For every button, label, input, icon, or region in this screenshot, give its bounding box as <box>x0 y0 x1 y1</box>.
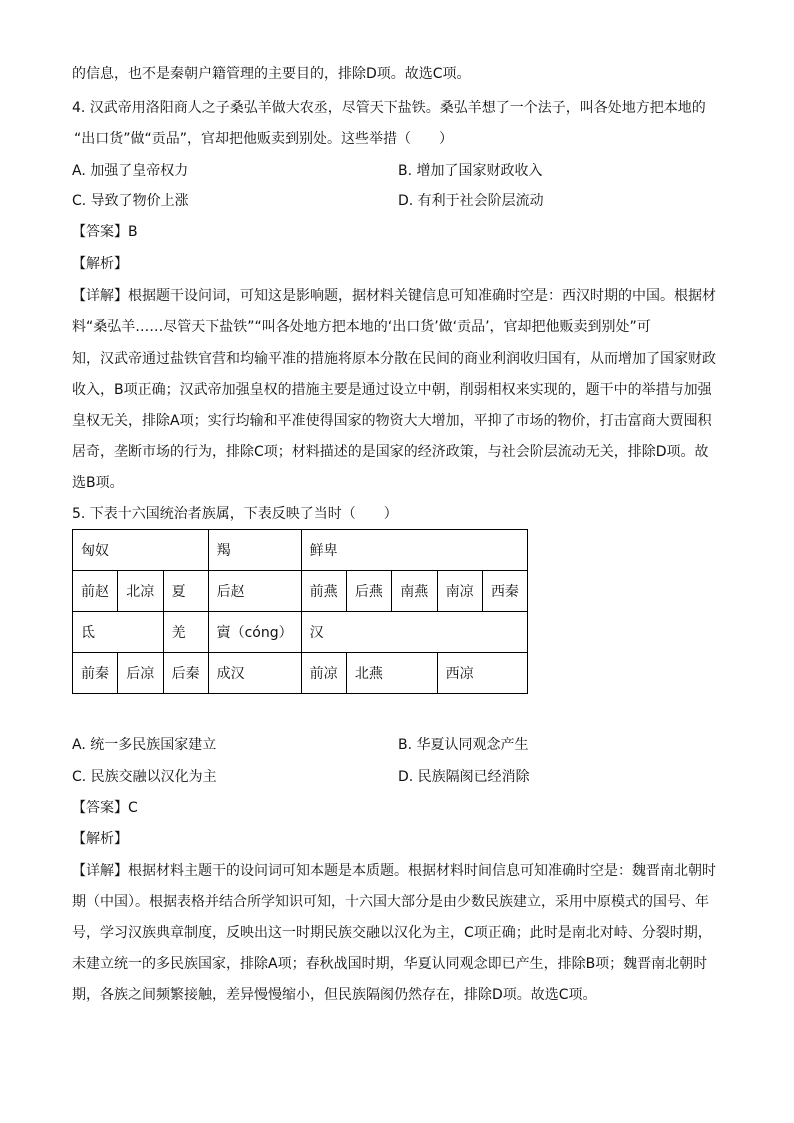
q5-analysis-tag: 【解析】 <box>72 831 128 847</box>
q5-detail-line: 期，各族之间频繁接触，差异慢慢缩小，但民族隔阂仍然存在，排除D项。故选C项。 <box>72 987 597 1003</box>
table-cell: 南凉 <box>437 571 482 612</box>
table-cell: 后凉 <box>118 653 163 694</box>
q5-detail-line: 期（中国）。根据表格并结合所学知识可知，十六国大部分是由少数民族建立，采用中原模式的国号、年 <box>72 894 709 910</box>
table-cell: 匈奴 <box>73 530 209 571</box>
table-row <box>73 530 528 571</box>
table-row <box>73 571 528 612</box>
q4-option-b: B. 增加了国家财政收入 <box>398 163 543 179</box>
table-cell: 后秦 <box>163 653 208 694</box>
table-cell: 西秦 <box>482 571 527 612</box>
q4-answer: 【答案】B <box>72 224 138 240</box>
table-cell: 后燕 <box>346 571 391 612</box>
table-cell: 汉 <box>301 612 527 653</box>
q4-option-d: D. 有利于社会阶层流动 <box>398 193 544 209</box>
table-cell: 前凉 <box>301 653 346 694</box>
table-cell: 南燕 <box>392 571 437 612</box>
q5-option-c: C. 民族交融以汉化为主 <box>72 769 217 785</box>
q4-stem-line2: “出口货”做“贡品”，官却把他贩卖到别处。这些举措（ ） <box>74 131 454 147</box>
q5-answer: 【答案】C <box>72 800 138 816</box>
table-cell: 前燕 <box>301 571 346 612</box>
q4-analysis-tag: 【解析】 <box>72 256 128 272</box>
prev-analysis-line: 的信息，也不是秦朝户籍管理的主要目的，排除D项。故选C项。 <box>72 66 471 82</box>
table-cell: 成汉 <box>208 653 301 694</box>
q5-stem: 5. 下表十六国统治者族属，下表反映了当时（ ） <box>72 506 398 522</box>
table-cell: 前赵 <box>73 571 118 612</box>
q4-detail-line: 选B项。 <box>72 475 124 491</box>
q4-stem-line1: 4. 汉武帝用洛阳商人之子桑弘羊做大农丞，尽管天下盐铁。桑弘羊想了一个法子，叫各处地方把本地的 <box>72 100 706 116</box>
q5-detail-line: 未建立统一的多民族国家，排除A项；春秋战国时期，华夏认同观念即已产生，排除B项；魏晋南北朝时 <box>72 956 708 972</box>
table-cell: 賨（cóng） <box>208 612 301 653</box>
q4-detail-line: 知，汉武帝通过盐铁官营和均输平准的措施将原本分散在民间的商业利润收归国有，从而增加了国家财政 <box>72 351 716 367</box>
table-cell: 北凉 <box>118 571 163 612</box>
q4-detail-line: 【详解】根据题干设问词，可知这是影响题，据材料关键信息可知准确时空是：西汉时期的中国。根据材 <box>72 288 716 304</box>
table-cell: 羯 <box>208 530 301 571</box>
table-row <box>73 612 528 653</box>
table-cell: 羌 <box>163 612 208 653</box>
q4-option-a: A. 加强了皇帝权力 <box>72 163 189 179</box>
table-cell: 氐 <box>73 612 164 653</box>
table-cell: 西凉 <box>437 653 527 694</box>
q5-option-d: D. 民族隔阂已经消除 <box>398 769 530 785</box>
table-cell: 前秦 <box>73 653 118 694</box>
q4-detail-line: 皇权无关，排除A项；实行均输和平准使得国家的物资大大增加，平抑了市场的物价，打击富商大贾囤积 <box>72 413 712 429</box>
table-row <box>73 653 528 694</box>
tribes-table <box>72 529 528 694</box>
q5-option-a: A. 统一多民族国家建立 <box>72 737 217 753</box>
table-cell: 北燕 <box>346 653 437 694</box>
q4-detail-line: 居奇，垄断市场的行为，排除C项；材料描述的是国家的经济政策，与社会阶层流动无关，排除D项。故 <box>72 444 709 460</box>
table-cell: 后赵 <box>208 571 301 612</box>
q5-option-b: B. 华夏认同观念产生 <box>398 737 529 753</box>
q4-detail-line: 料“桑弘羊……尽管天下盐铁”“叫各处地方把本地的‘出口货’做‘贡品’，官却把他贩卖到别处”可 <box>72 319 651 335</box>
table-cell: 夏 <box>163 571 208 612</box>
q5-detail-line: 【详解】根据材料主题干的设问词可知本题是本质题。根据材料时间信息可知准确时空是：魏晋南北朝时 <box>72 863 716 879</box>
q5-detail-line: 号，学习汉族典章制度，反映出这一时期民族交融以汉化为主，C项正确；此时是南北对峙、分裂时期， <box>72 925 712 941</box>
table-cell: 鲜卑 <box>301 530 527 571</box>
q4-detail-line: 收入，B项正确；汉武帝加强皇权的措施主要是通过设立中朝，削弱相权来实现的，题干中的举措与加强 <box>72 382 712 398</box>
q4-option-c: C. 导致了物价上涨 <box>72 193 189 209</box>
